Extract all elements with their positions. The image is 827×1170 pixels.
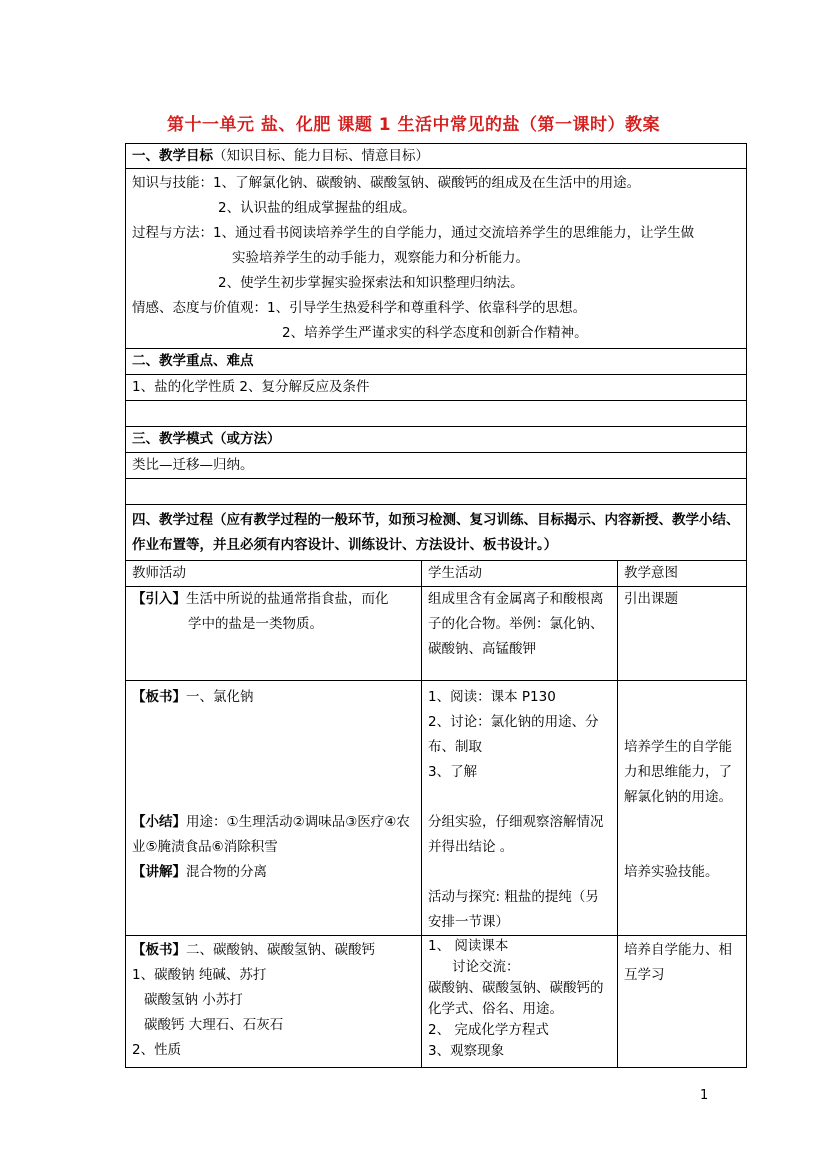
- row2-intent-1: 培养学生的自学能力和思维能力，了解氯化钠的用途。: [624, 739, 732, 805]
- process-goal-2: 2、使学生初步掌握实验探索法和知识整理归纳法。: [218, 275, 524, 291]
- row1-student: 组成里含有金属离子和酸根离子的化合物。举例：氯化钠、碳酸钠、高锰酸钾: [422, 587, 618, 681]
- row2-intent-2: 培养实验技能。: [624, 864, 719, 880]
- row2-student-4: 分组实验，仔细观察溶解情况并得出结论 。: [428, 814, 604, 855]
- col-teacher-header: 教师活动: [126, 561, 422, 587]
- row3-teacher-l5: 2、性质: [132, 1042, 182, 1058]
- intro-text: 生活中所说的盐通常指食盐，而化: [186, 591, 389, 607]
- sec3-heading: 三、教学模式（或方法）: [126, 427, 747, 453]
- row2-student-5: 活动与探究: 粗盐的提纯（另安排一节课）: [428, 889, 599, 930]
- row1-intent: 引出课题: [618, 587, 747, 681]
- explain-text: 混合物的分离: [186, 864, 267, 880]
- row3-teacher-l3: 碳酸氢钠 小苏打: [144, 992, 243, 1008]
- sec4-heading: 四、教学过程（应有教学过程的一般环节，如预习检测、复习训练、目标揭示、内容新授、教学小结、作业布置等，并且必须有内容设计、训练设计、方法设计、板书设计。）: [126, 505, 747, 561]
- row2-student-3: 3、了解: [428, 764, 478, 780]
- lesson-plan-table: [125, 143, 747, 1068]
- sec4-header-row: [126, 505, 747, 561]
- board-1-text: 一、氯化钠: [186, 689, 254, 705]
- sec2-empty-row: [126, 401, 747, 427]
- sec3-empty-row: [126, 479, 747, 505]
- document-title: 第十一单元 盐、化肥 课题 1 生活中常见的盐（第一课时）教案: [166, 115, 660, 135]
- row3-teacher-l4: 碳酸钙 大理石、石灰石: [144, 1017, 284, 1033]
- tag-explain: 【讲解】: [132, 864, 186, 880]
- tag-summary: 【小结】: [132, 814, 186, 830]
- col-intent-header: 教学意图: [618, 561, 747, 587]
- process-goal-1: 过程与方法：1、通过看书阅读培养学生的自学能力，通过交流培养学生的思维能力，让学生做: [132, 225, 695, 241]
- board-2-text: 二、碳酸钠、碳酸氢钠、碳酸钙: [186, 942, 375, 958]
- summary-text: 用途：①生理活动②调味品③医疗④农业⑤腌渍食品⑥消除积雪: [132, 814, 410, 855]
- sec4-column-header-row: [126, 561, 747, 587]
- sec1-content-row: [126, 169, 747, 349]
- sec2-heading: 二、教学重点、难点: [126, 349, 747, 375]
- sec3-content-row: [126, 453, 747, 479]
- sec1-heading-note: （知识目标、能力目标、情意目标）: [213, 148, 429, 164]
- knowledge-goal-2: 2、认识盐的组成掌握盐的组成。: [218, 200, 416, 216]
- process-row-3: [126, 936, 747, 1068]
- sec2-content: 1、盐的化学性质 2、复分解反应及条件: [126, 375, 747, 401]
- row3-student-3: 碳酸钠、碳酸氢钠、碳酸钙的化学式、俗名、用途。: [428, 980, 604, 1017]
- row3-student-5: 3、观察现象: [428, 1043, 505, 1059]
- emotion-goal-1: 情感、态度与价值观：1、引导学生热爱科学和尊重科学、依靠科学的思想。: [132, 300, 587, 316]
- sec1-heading: 一、教学目标: [132, 148, 213, 164]
- row2-student-1: 1、阅读：课本 P130: [428, 689, 556, 705]
- knowledge-goal-1: 知识与技能：1、了解氯化钠、碳酸钠、碳酸氢钠、碳酸钙的组成及在生活中的用途。: [132, 175, 641, 191]
- process-row-1: [126, 587, 747, 681]
- row3-intent: 培养自学能力、相互学习: [618, 936, 747, 1068]
- row3-teacher-l2: 1、碳酸钠 纯碱、苏打: [132, 967, 267, 983]
- sec2-content-row: [126, 375, 747, 401]
- intro-text-2: 学中的盐是一类物质。: [188, 616, 323, 632]
- row3-student-2: 讨论交流：: [452, 959, 520, 975]
- emotion-goal-2: 2、培养学生严谨求实的科学态度和创新合作精神。: [282, 325, 588, 341]
- tag-board-1: 【板书】: [132, 689, 186, 705]
- process-goal-1b: 实验培养学生的动手能力，观察能力和分析能力。: [232, 250, 529, 266]
- sec3-header-row: [126, 427, 747, 453]
- row3-student-1: 1、 阅读课本: [428, 938, 509, 954]
- process-row-2: [126, 681, 747, 936]
- col-student-header: 学生活动: [422, 561, 618, 587]
- sec3-content: 类比—迁移—归纳。: [126, 453, 747, 479]
- tag-board-2: 【板书】: [132, 942, 186, 958]
- sec2-header-row: [126, 349, 747, 375]
- row3-student-4: 2、 完成化学方程式: [428, 1022, 549, 1038]
- row2-student-2: 2、讨论：氯化钠的用途、分布、制取: [428, 714, 599, 755]
- tag-intro: 【引入】: [132, 591, 186, 607]
- page-number: 1: [700, 1088, 709, 1103]
- sec1-header-row: [126, 144, 747, 169]
